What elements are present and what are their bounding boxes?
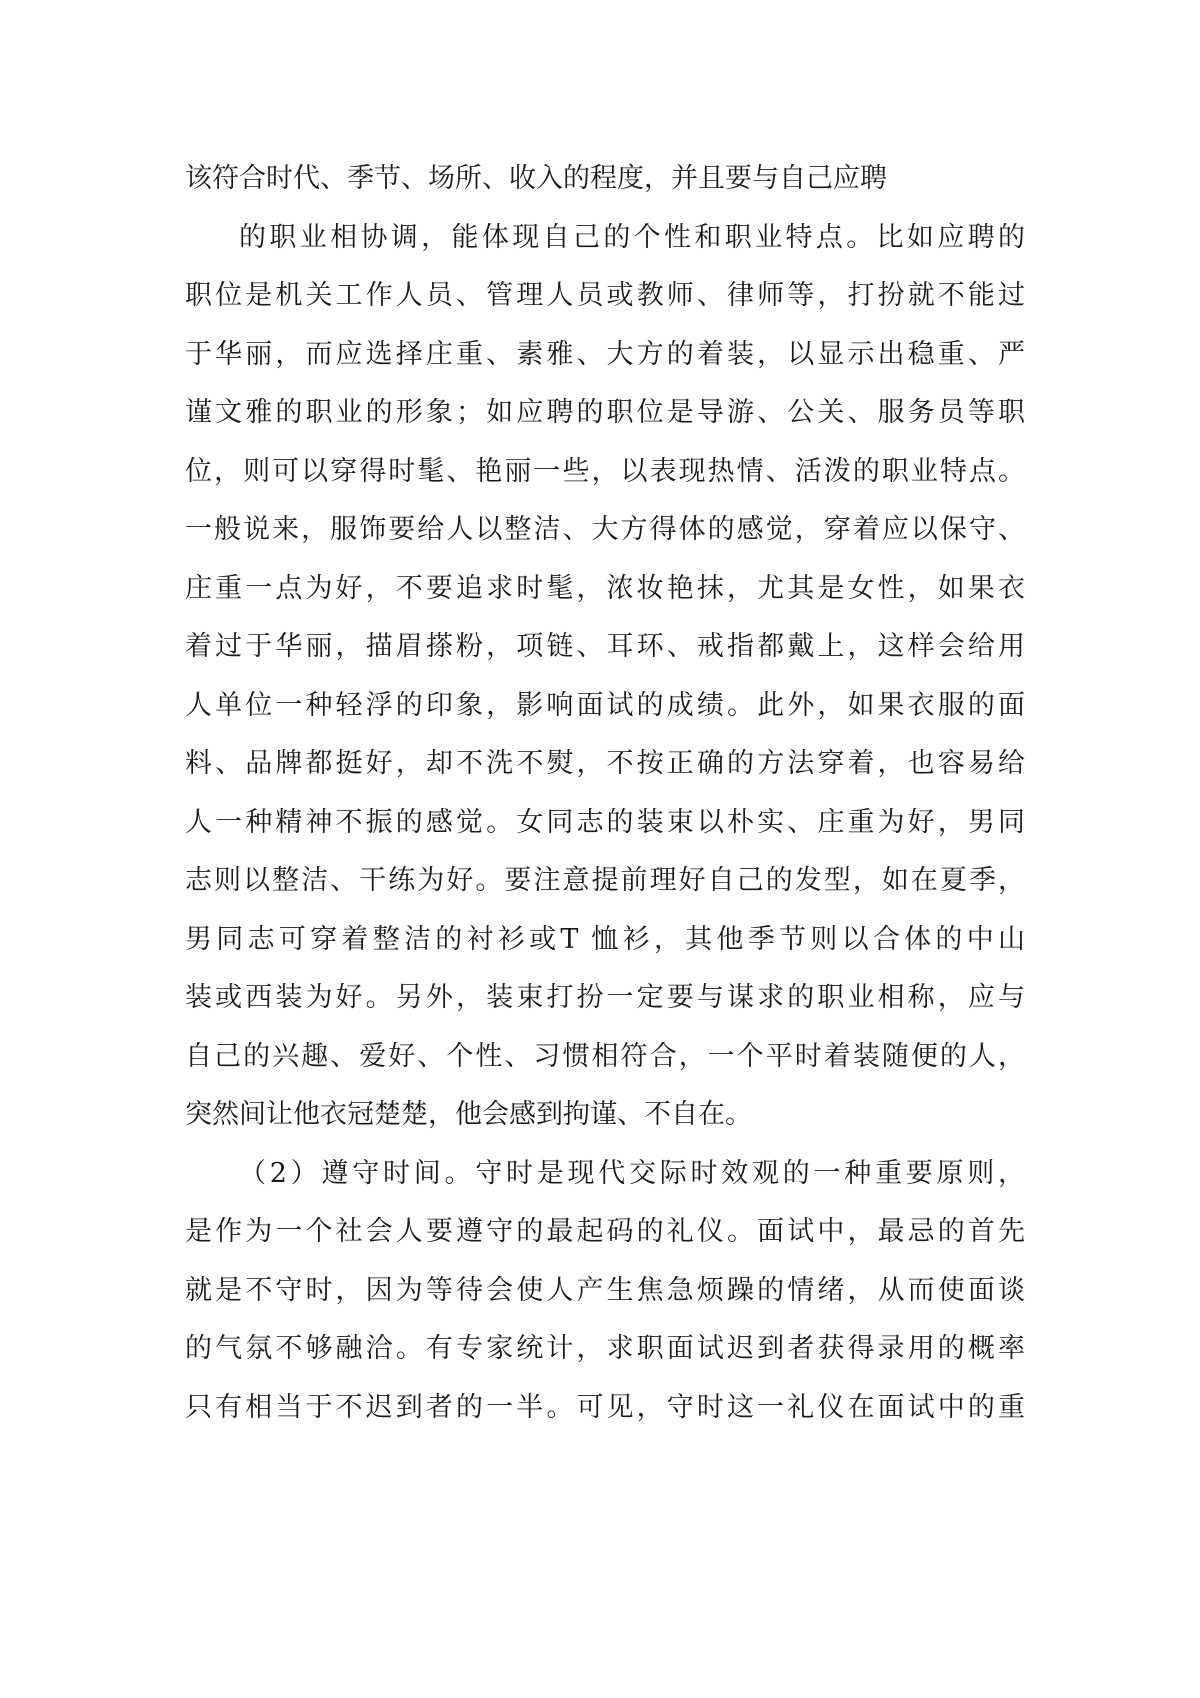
text-line: 一般说来，服饰要给人以整洁、大方得体的感觉，穿着应以保守、 — [185, 514, 1025, 545]
text-line: 人一种精神不振的感觉。女同志的装束以朴实、庄重为好，男同 — [185, 806, 1025, 838]
text-line: 志则以整洁、干练为好。要注意提前理好自己的发型，如在夏季， — [185, 865, 1025, 896]
text-line: 职位是机关工作人员、管理人员或教师、律师等，打扮就不能过 — [185, 280, 1025, 311]
text-line: 谨文雅的职业的形象；如应聘的职位是导游、公关、服务员等职 — [185, 397, 1025, 428]
text-line: 只有相当于不迟到者的一半。可见，守时这一礼仪在面试中的重 — [185, 1391, 1025, 1423]
text-line: 装或西装为好。另外，装束打扮一定要与谋求的职业相称，应与 — [185, 982, 1025, 1013]
text-line: 的职业相协调，能体现自己的个性和职业特点。比如应聘的 — [239, 221, 1025, 253]
text-line: （2）遵守时间。守时是现代交际时效观的一种重要原则， — [239, 1157, 1025, 1189]
text-line: 着过于华丽，描眉搽粉，项链、耳环、戒指都戴上，这样会给用 — [185, 631, 1025, 662]
text-line: 男同志可穿着整洁的衬衫或T 恤衫，其他季节则以合体的中山 — [185, 923, 1025, 955]
text-line: 突然间让他衣冠楚楚，他会感到拘谨、不自在。 — [185, 1099, 752, 1130]
text-line: 于华丽，而应选择庄重、素雅、大方的着装，以显示出稳重、严 — [185, 338, 1025, 370]
text-line: 自己的兴趣、爱好、个性、习惯相符合，一个平时着装随便的人， — [185, 1040, 1025, 1072]
text-line: 是作为一个社会人要遵守的最起码的礼仪。面试中，最忌的首先 — [185, 1216, 1025, 1247]
text-line: 庄重一点为好，不要追求时髦，浓妆艳抹，尤其是女性，如果衣 — [185, 572, 1025, 604]
body-text — [185, 150, 1025, 1437]
text-line: 料、品牌都挺好，却不洗不熨，不按正确的方法穿着，也容易给 — [185, 748, 1025, 779]
text-line: 就是不守时，因为等待会使人产生焦急烦躁的情绪，从而使面谈 — [185, 1274, 1025, 1306]
text-line: 的气氛不够融洽。有专家统计，求职面试迟到者获得录用的概率 — [185, 1333, 1025, 1364]
text-line: 位，则可以穿得时髦、艳丽一些，以表现热情、活泼的职业特点。 — [185, 455, 1025, 487]
text-line: 该符合时代、季节、场所、收入的程度，并且要与自己应聘 — [185, 163, 887, 194]
text-line: 人单位一种轻浮的印象，影响面试的成绩。此外，如果衣服的面 — [185, 689, 1025, 721]
